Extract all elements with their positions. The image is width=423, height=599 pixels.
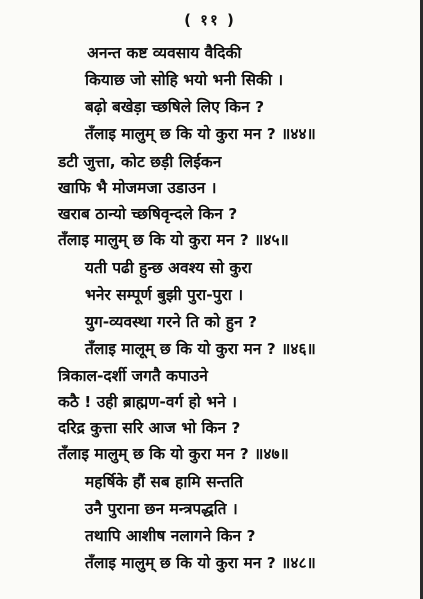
verse-line: तथापि आशीष नलागने किन ? xyxy=(85,527,256,545)
verse-line: कियाछ जो सोहि भयो भनी सिकी । xyxy=(85,71,284,89)
verse-line: तँलाइ मालूम् छ कि यो कुरा मन ? ॥४६॥ xyxy=(85,340,316,358)
verse-line: तँलाइ मालुम् छ कि यो कुरा मन ? ॥४७॥ xyxy=(58,445,289,463)
verse-line: डटी जुत्ता, कोट छड़ी लिईकन xyxy=(58,153,222,171)
verse-line: उनै पुराना छन मन्त्रपद्धति । xyxy=(85,500,238,518)
verse-line: तँलाइ मालुम् छ कि यो कुरा मन ? ॥४४॥ xyxy=(85,125,316,143)
verse-line: खाफि भै मोजमजा उडाउन । xyxy=(58,179,217,197)
verse-line: युग-व्यवस्था गरने ति को हुन ? xyxy=(85,313,257,331)
verse-line: अनन्त कष्ट व्यवसाय वैदिकी xyxy=(87,44,242,62)
verse-line: तँलाइ मालुम् छ कि यो कुरा मन ? ॥४८॥ xyxy=(85,554,316,572)
verse-line: महर्षिके हौं सब हामि सन्तति xyxy=(85,473,244,491)
page-number: ( ११ ) xyxy=(184,11,236,29)
verse-line: भनेर सम्पूर्ण बुझी पुरा-पुरा । xyxy=(85,286,244,304)
verse-line: त्रिकाल-दर्शी जगतै कपाउने xyxy=(58,367,208,385)
verse-line: खराब ठान्यो च्छषिवृन्दले किन ? xyxy=(58,205,238,223)
verse-line: तँलाइ मालुम् छ कि यो कुरा मन ? ॥४५॥ xyxy=(58,231,289,249)
verse-line: बढ़ो बखेड़ा च्छषिले लिए किन ? xyxy=(85,98,265,116)
verse-line: यती पढी हुन्छ अवश्य सो कुरा xyxy=(85,259,252,277)
verse-line: दरिद्र कुत्ता सरि आज भो किन ? xyxy=(58,419,241,437)
verse-line: कठै ! उही ब्राह्मण-वर्ग हो भने । xyxy=(58,393,237,411)
